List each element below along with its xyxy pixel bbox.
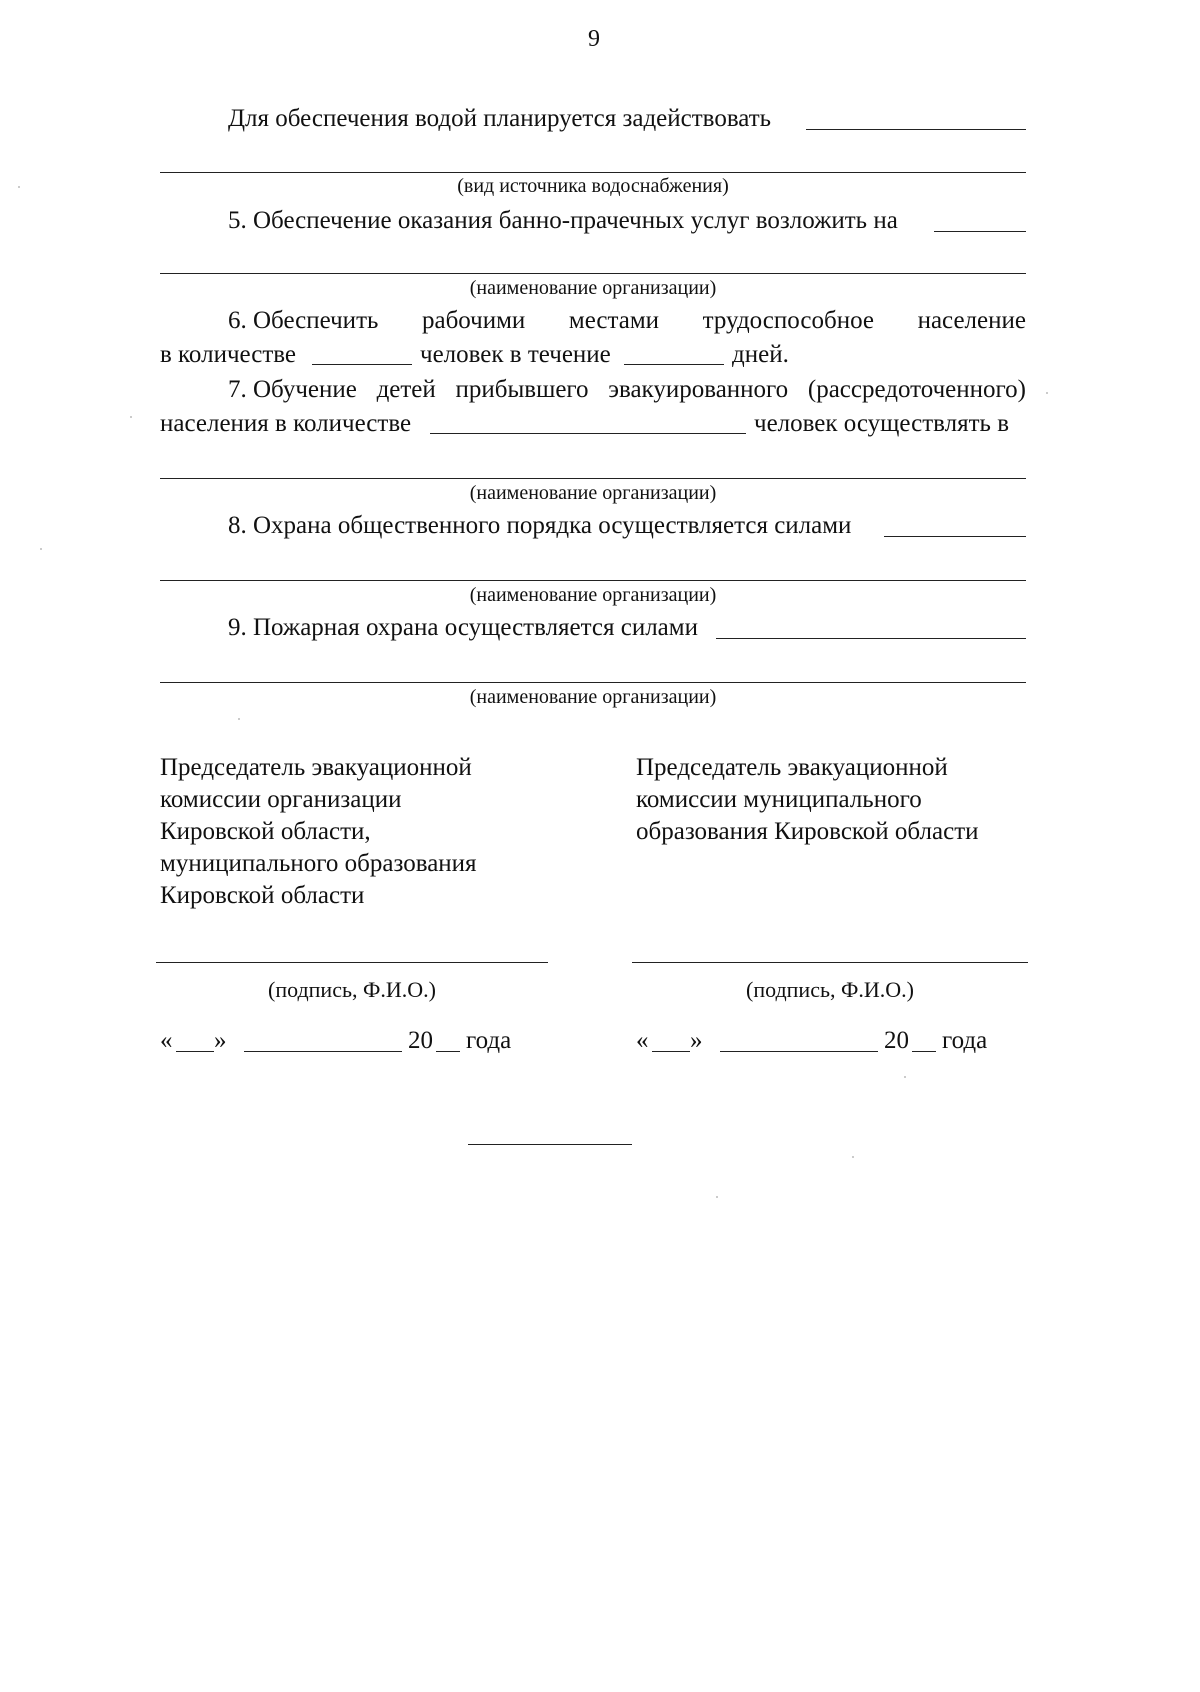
item5-text: 5. Обеспечение оказания банно-прачечных услуг возложить на <box>228 207 898 234</box>
left-date-month-blank[interactable] <box>244 1051 402 1052</box>
item9-org-line[interactable] <box>160 682 1026 683</box>
left-signatory-title <box>160 752 477 912</box>
left-signature-line[interactable] <box>156 962 548 963</box>
left-signatory-line: муниципального образования <box>160 850 477 877</box>
right-date-close-quote: » <box>690 1027 703 1054</box>
right-date-month-blank[interactable] <box>720 1051 878 1052</box>
item9-org-caption: (наименование организации) <box>469 686 717 708</box>
item9-text: 9. Пожарная охрана осуществляется силами <box>228 614 698 641</box>
scan-speck <box>238 718 240 720</box>
closing-separator-line <box>468 1144 632 1145</box>
item6-line1 <box>228 306 1026 336</box>
item6-quantity-label: в количестве <box>160 341 297 368</box>
scan-speck <box>852 1156 854 1158</box>
right-signatory-line: образования Кировской области <box>636 818 979 845</box>
water-source-line[interactable] <box>160 172 1026 173</box>
item6-word: население <box>917 307 1026 334</box>
right-date-year-prefix: 20 <box>884 1027 909 1054</box>
left-signatory-line: комиссии организации <box>160 786 402 813</box>
item8-org-line[interactable] <box>160 580 1026 581</box>
right-signatory-line: Председатель эвакуационной <box>636 754 948 781</box>
item6-quantity-blank[interactable] <box>312 364 412 365</box>
item6-days-label: дней. <box>732 341 789 368</box>
right-date-open-quote: « <box>636 1027 649 1054</box>
water-supply-blank-line[interactable] <box>806 129 1026 130</box>
right-date-year-blank[interactable] <box>912 1051 936 1052</box>
item9-blank-line[interactable] <box>716 638 1026 639</box>
left-date-day-blank[interactable] <box>176 1051 214 1052</box>
item8-text: 8. Охрана общественного порядка осуществляется силами <box>228 512 852 539</box>
page-number: 9 <box>588 26 600 52</box>
right-signature-line[interactable] <box>632 962 1028 963</box>
item6-word: 6. Обеспечить <box>228 307 379 334</box>
item5-org-line[interactable] <box>160 273 1026 274</box>
item6-word: местами <box>568 307 660 334</box>
left-signature-caption: (подпись, Ф.И.О.) <box>268 977 436 1002</box>
left-date-open-quote: « <box>160 1027 173 1054</box>
item6-word: трудоспособное <box>702 307 874 334</box>
scan-speck <box>1046 392 1048 394</box>
item8-org-caption: (наименование организации) <box>469 584 717 606</box>
right-date-year-word: года <box>942 1027 988 1054</box>
item8-blank-line[interactable] <box>884 536 1026 537</box>
item7-word: 7. Обучение <box>228 376 357 403</box>
right-signature-caption: (подпись, Ф.И.О.) <box>746 977 914 1002</box>
scan-speck <box>18 186 20 188</box>
scan-speck <box>40 548 42 550</box>
item7-word: детей <box>376 376 436 403</box>
scan-speck <box>904 1076 906 1078</box>
item7-word: прибывшего <box>455 376 589 403</box>
right-date-day-blank[interactable] <box>652 1051 690 1052</box>
item7-line1 <box>228 375 1026 405</box>
item6-duration-blank[interactable] <box>624 364 724 365</box>
item6-duration-label: человек в течение <box>420 341 611 368</box>
left-date-year-prefix: 20 <box>408 1027 433 1054</box>
item7-org-line[interactable] <box>160 478 1026 479</box>
item6-word: рабочими <box>421 307 526 334</box>
item7-quantity-label: населения в количестве <box>160 410 412 437</box>
item7-org-caption: (наименование организации) <box>469 482 717 504</box>
left-signatory-line: Кировской области <box>160 882 365 909</box>
scan-speck <box>130 416 132 418</box>
item5-blank-line[interactable] <box>934 231 1026 232</box>
right-signatory-line: комиссии муниципального <box>636 786 922 813</box>
item7-word: эвакуированного <box>608 376 789 403</box>
left-date-year-word: года <box>466 1027 512 1054</box>
item7-location-label: человек осуществлять в <box>754 410 1010 437</box>
item7-quantity-blank[interactable] <box>430 433 746 434</box>
scan-speck <box>716 1196 718 1198</box>
water-source-caption: (вид источника водоснабжения) <box>457 175 729 197</box>
left-signatory-line: Председатель эвакуационной <box>160 754 472 781</box>
water-supply-text: Для обеспечения водой планируется задействовать <box>228 105 772 132</box>
left-date-close-quote: » <box>214 1027 227 1054</box>
item7-word: (рассредоточенного) <box>807 376 1026 403</box>
left-signatory-line: Кировской области, <box>160 818 371 845</box>
left-date-year-blank[interactable] <box>436 1051 460 1052</box>
right-signatory-title <box>636 752 979 848</box>
item5-org-caption: (наименование организации) <box>469 277 717 299</box>
